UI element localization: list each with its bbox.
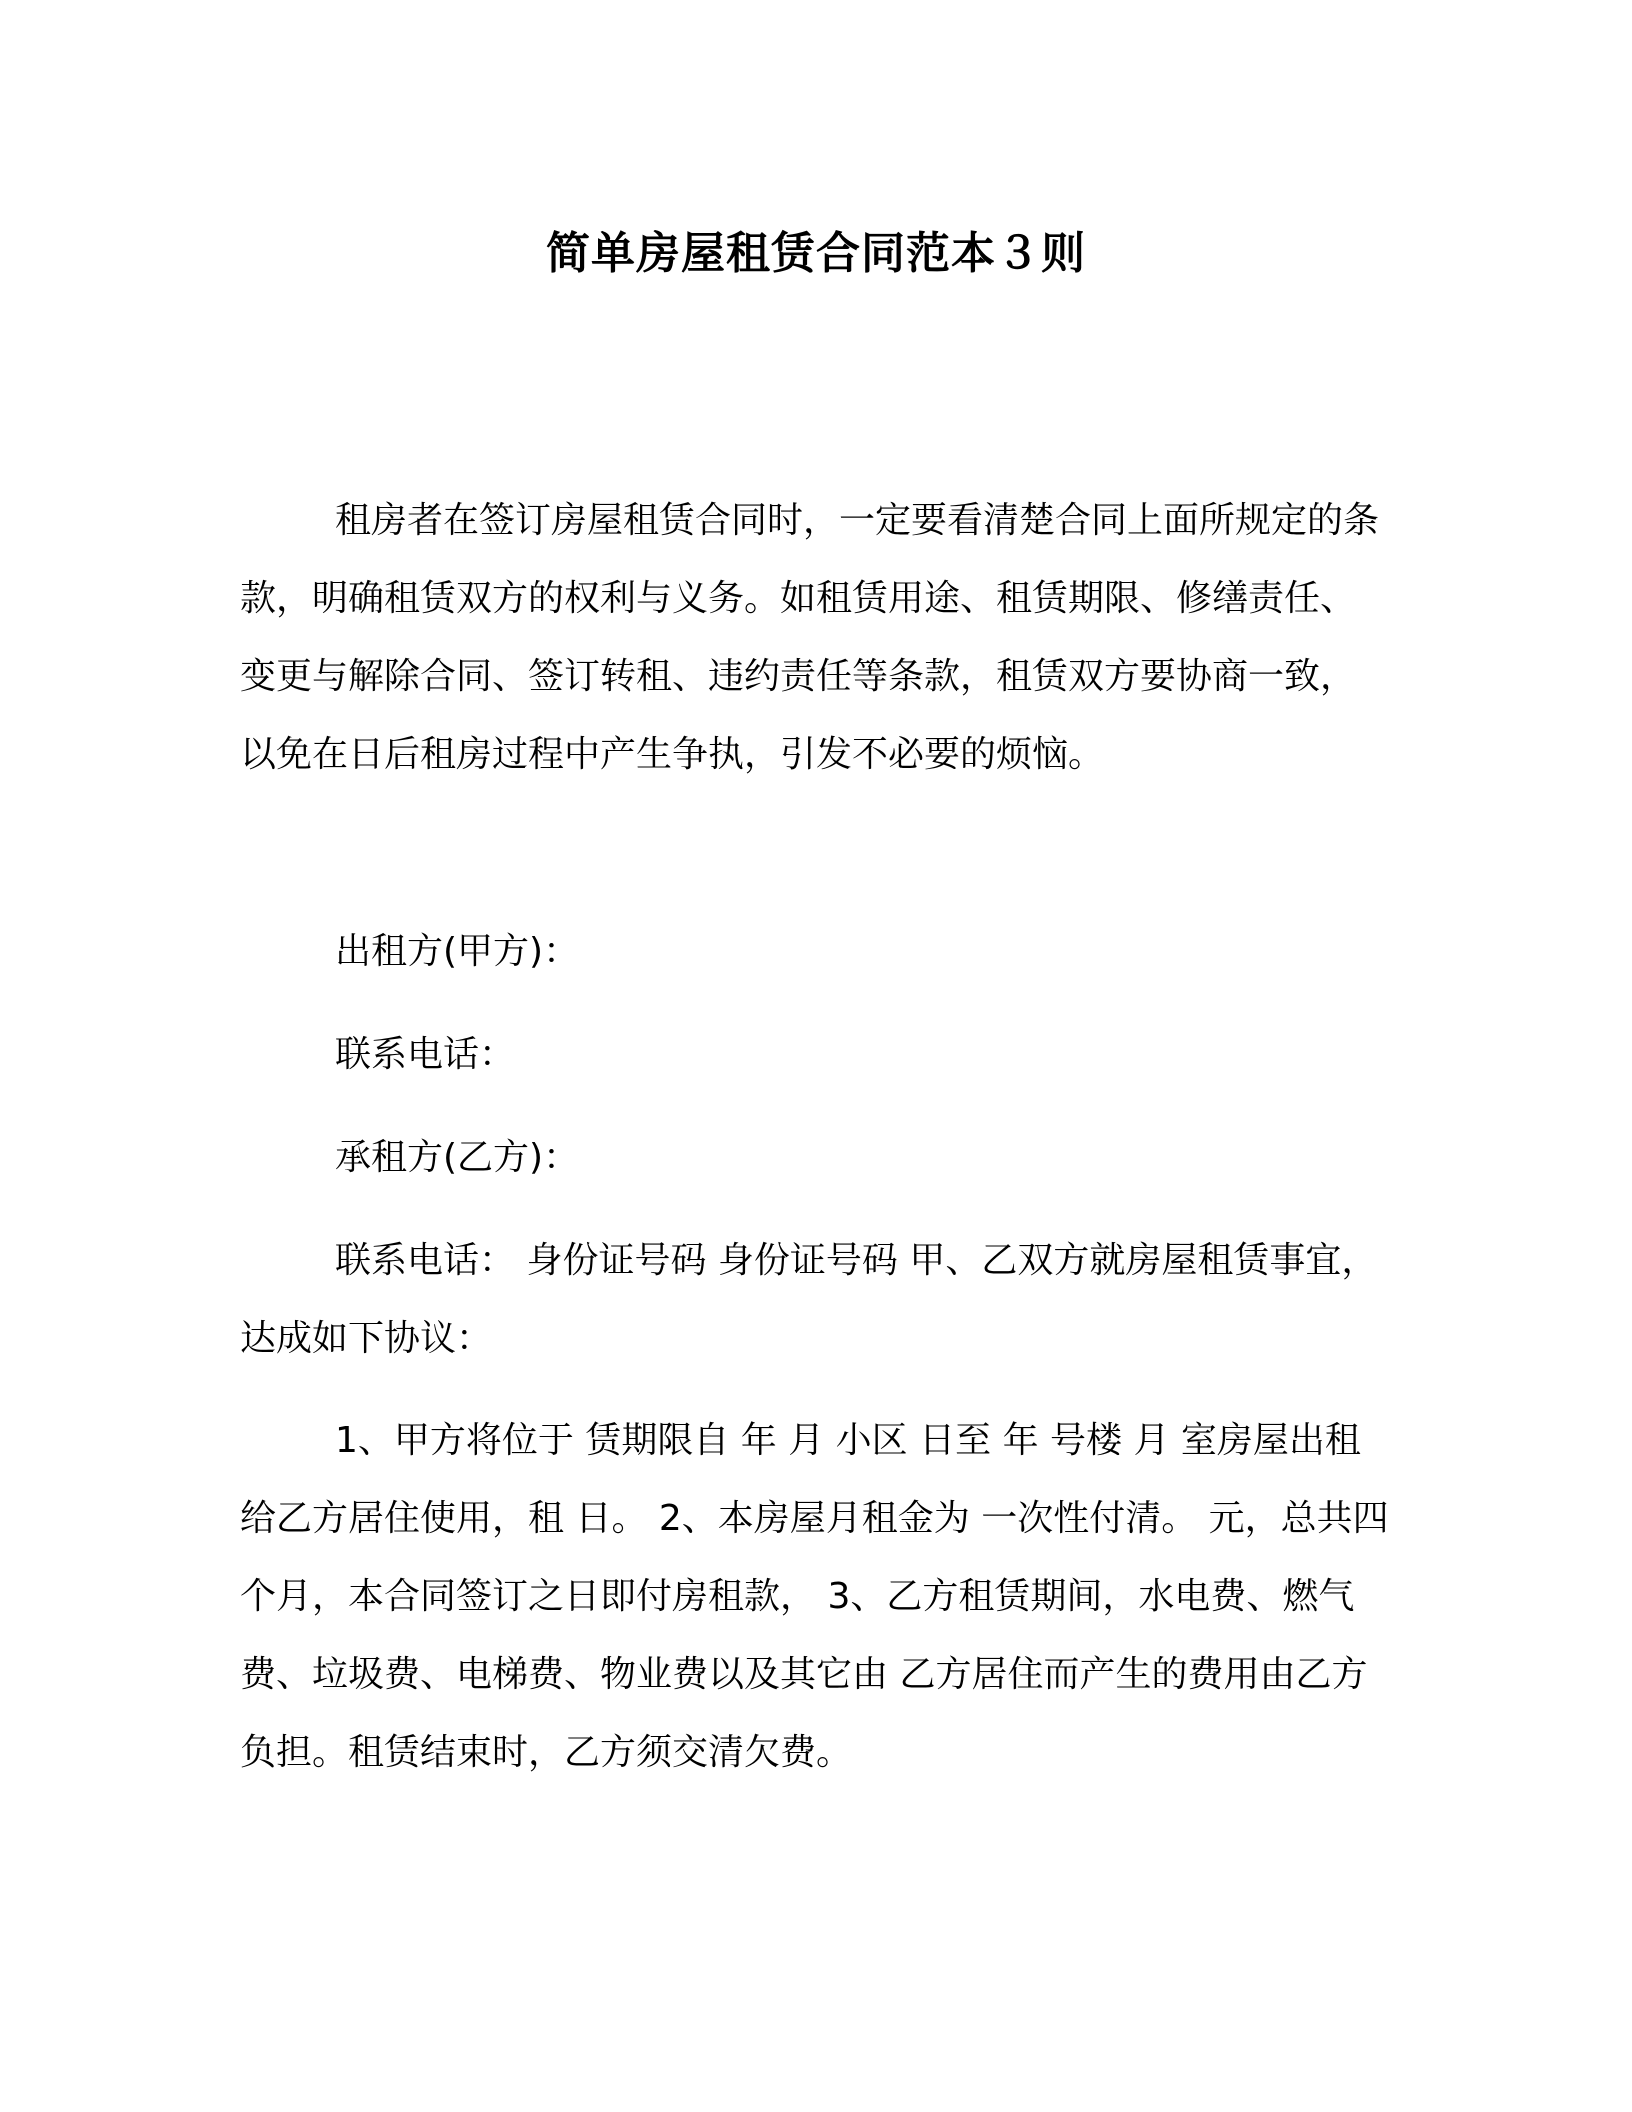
clause-paragraph: 1、甲方将位于 赁期限自 年 月 小区 日至 年 号楼 月 室房屋出租给乙方居住使用，租 日。 2、本房屋月租金为 一次性付清。 元，总共四个月，本合同签订之日即付房租款， 3、乙方租赁期间，水电费、燃气费、垃圾费、电梯费、物业费以及其它由 乙方居住而产生的费用由乙方负担。租赁结束时，乙方须交清欠费。 xyxy=(240,1420,1389,1773)
lessor-label: 出租方(甲方)： xyxy=(335,931,580,972)
lessee-label: 承租方(乙方)： xyxy=(335,1137,580,1178)
intro-paragraph: 租房者在签订房屋租赁合同时，一定要看清楚合同上面所规定的条款，明确租赁双方的权利与义务。如租赁用途、租赁期限、修缮责任、变更与解除合同、签订转租、违约责任等条款，租赁双方要协商一致，以免在日后租房过程中产生争执，引发不必要的烦恼。 xyxy=(240,500,1380,775)
document-title: 简单房屋租赁合同范本３则 xyxy=(546,228,1086,279)
lessor-phone-label: 联系电话： xyxy=(335,1034,516,1075)
agreement-paragraph: 联系电话： 身份证号码 身份证号码 甲、乙双方就房屋租赁事宜，达成如下协议： xyxy=(240,1240,1378,1359)
